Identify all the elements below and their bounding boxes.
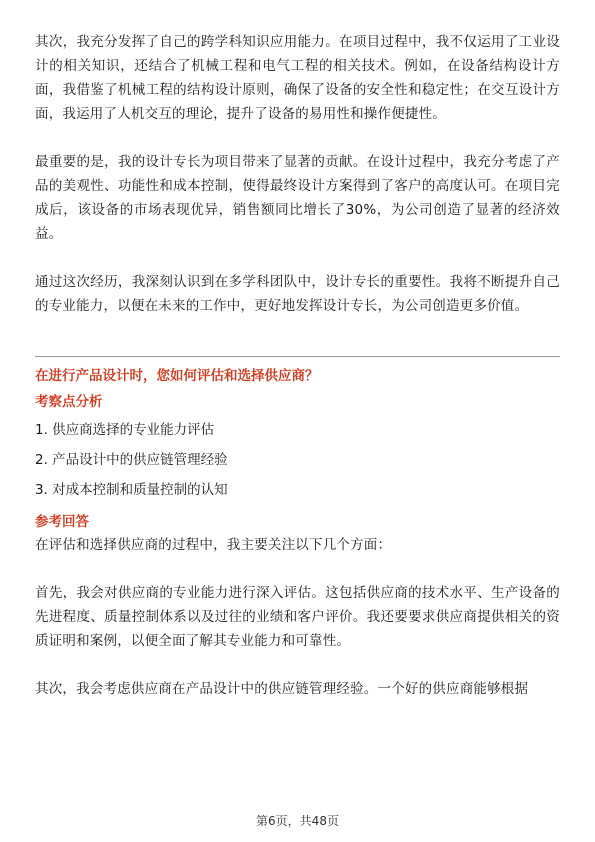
analysis-point-1: 1. 供应商选择的专业能力评估 xyxy=(35,422,215,438)
answer-intro: 在评估和选择供应商的过程中，我主要关注以下几个方面： xyxy=(35,537,392,553)
page-number: 第6页，共48页 xyxy=(256,814,339,828)
answer-paragraph-2: 其次，我会考虑供应商在产品设计中的供应链管理经验。一个好的供应商能够根据 xyxy=(35,681,529,697)
answer-heading: 参考回答 xyxy=(35,514,89,530)
analysis-point-2: 2. 产品设计中的供应链管理经验 xyxy=(35,452,228,468)
document-page xyxy=(35,30,560,701)
analysis-point-3: 3. 对成本控制和质量控制的认知 xyxy=(35,482,228,498)
analysis-heading: 考察点分析 xyxy=(35,394,103,410)
body-paragraph-2: 最重要的是，我的设计专长为项目带来了显著的贡献。在设计过程中，我充分考虑了产品的美观性、功能性和成本控制，使得最终设计方案得到了客户的高度认可。在项目完成后，该设备的市场表现优异，销售额同比增长了30%，为公司创造了显著的经济效益。 xyxy=(35,154,560,242)
answer-paragraph-1: 首先，我会对供应商的专业能力进行深入评估。这包括供应商的技术水平、生产设备的先进程度、质量控制体系以及过往的业绩和客户评价。我还要要求供应商提供相关的资质证明和案例，以便全面了解其专业能力和可靠性。 xyxy=(35,585,560,649)
question-title: 在进行产品设计时，您如何评估和选择供应商？ xyxy=(35,368,319,384)
body-paragraph-3: 通过这次经历，我深刻认识到在多学科团队中，设计专长的重要性。我将不断提升自己的专业能力，以便在未来的工作中，更好地发挥设计专长，为公司创造更多价值。 xyxy=(35,274,560,314)
body-paragraph-1: 其次，我充分发挥了自己的跨学科知识应用能力。在项目过程中，我不仅运用了工业设计的相关知识，还结合了机械工程和电气工程的相关技术。例如，在设备结构设计方面，我借鉴了机械工程的结构设计原则，确保了设备的安全性和稳定性；在交互设计方面，我运用了人机交互的理论，提升了设备的易用性和操作便捷性。 xyxy=(35,34,560,122)
